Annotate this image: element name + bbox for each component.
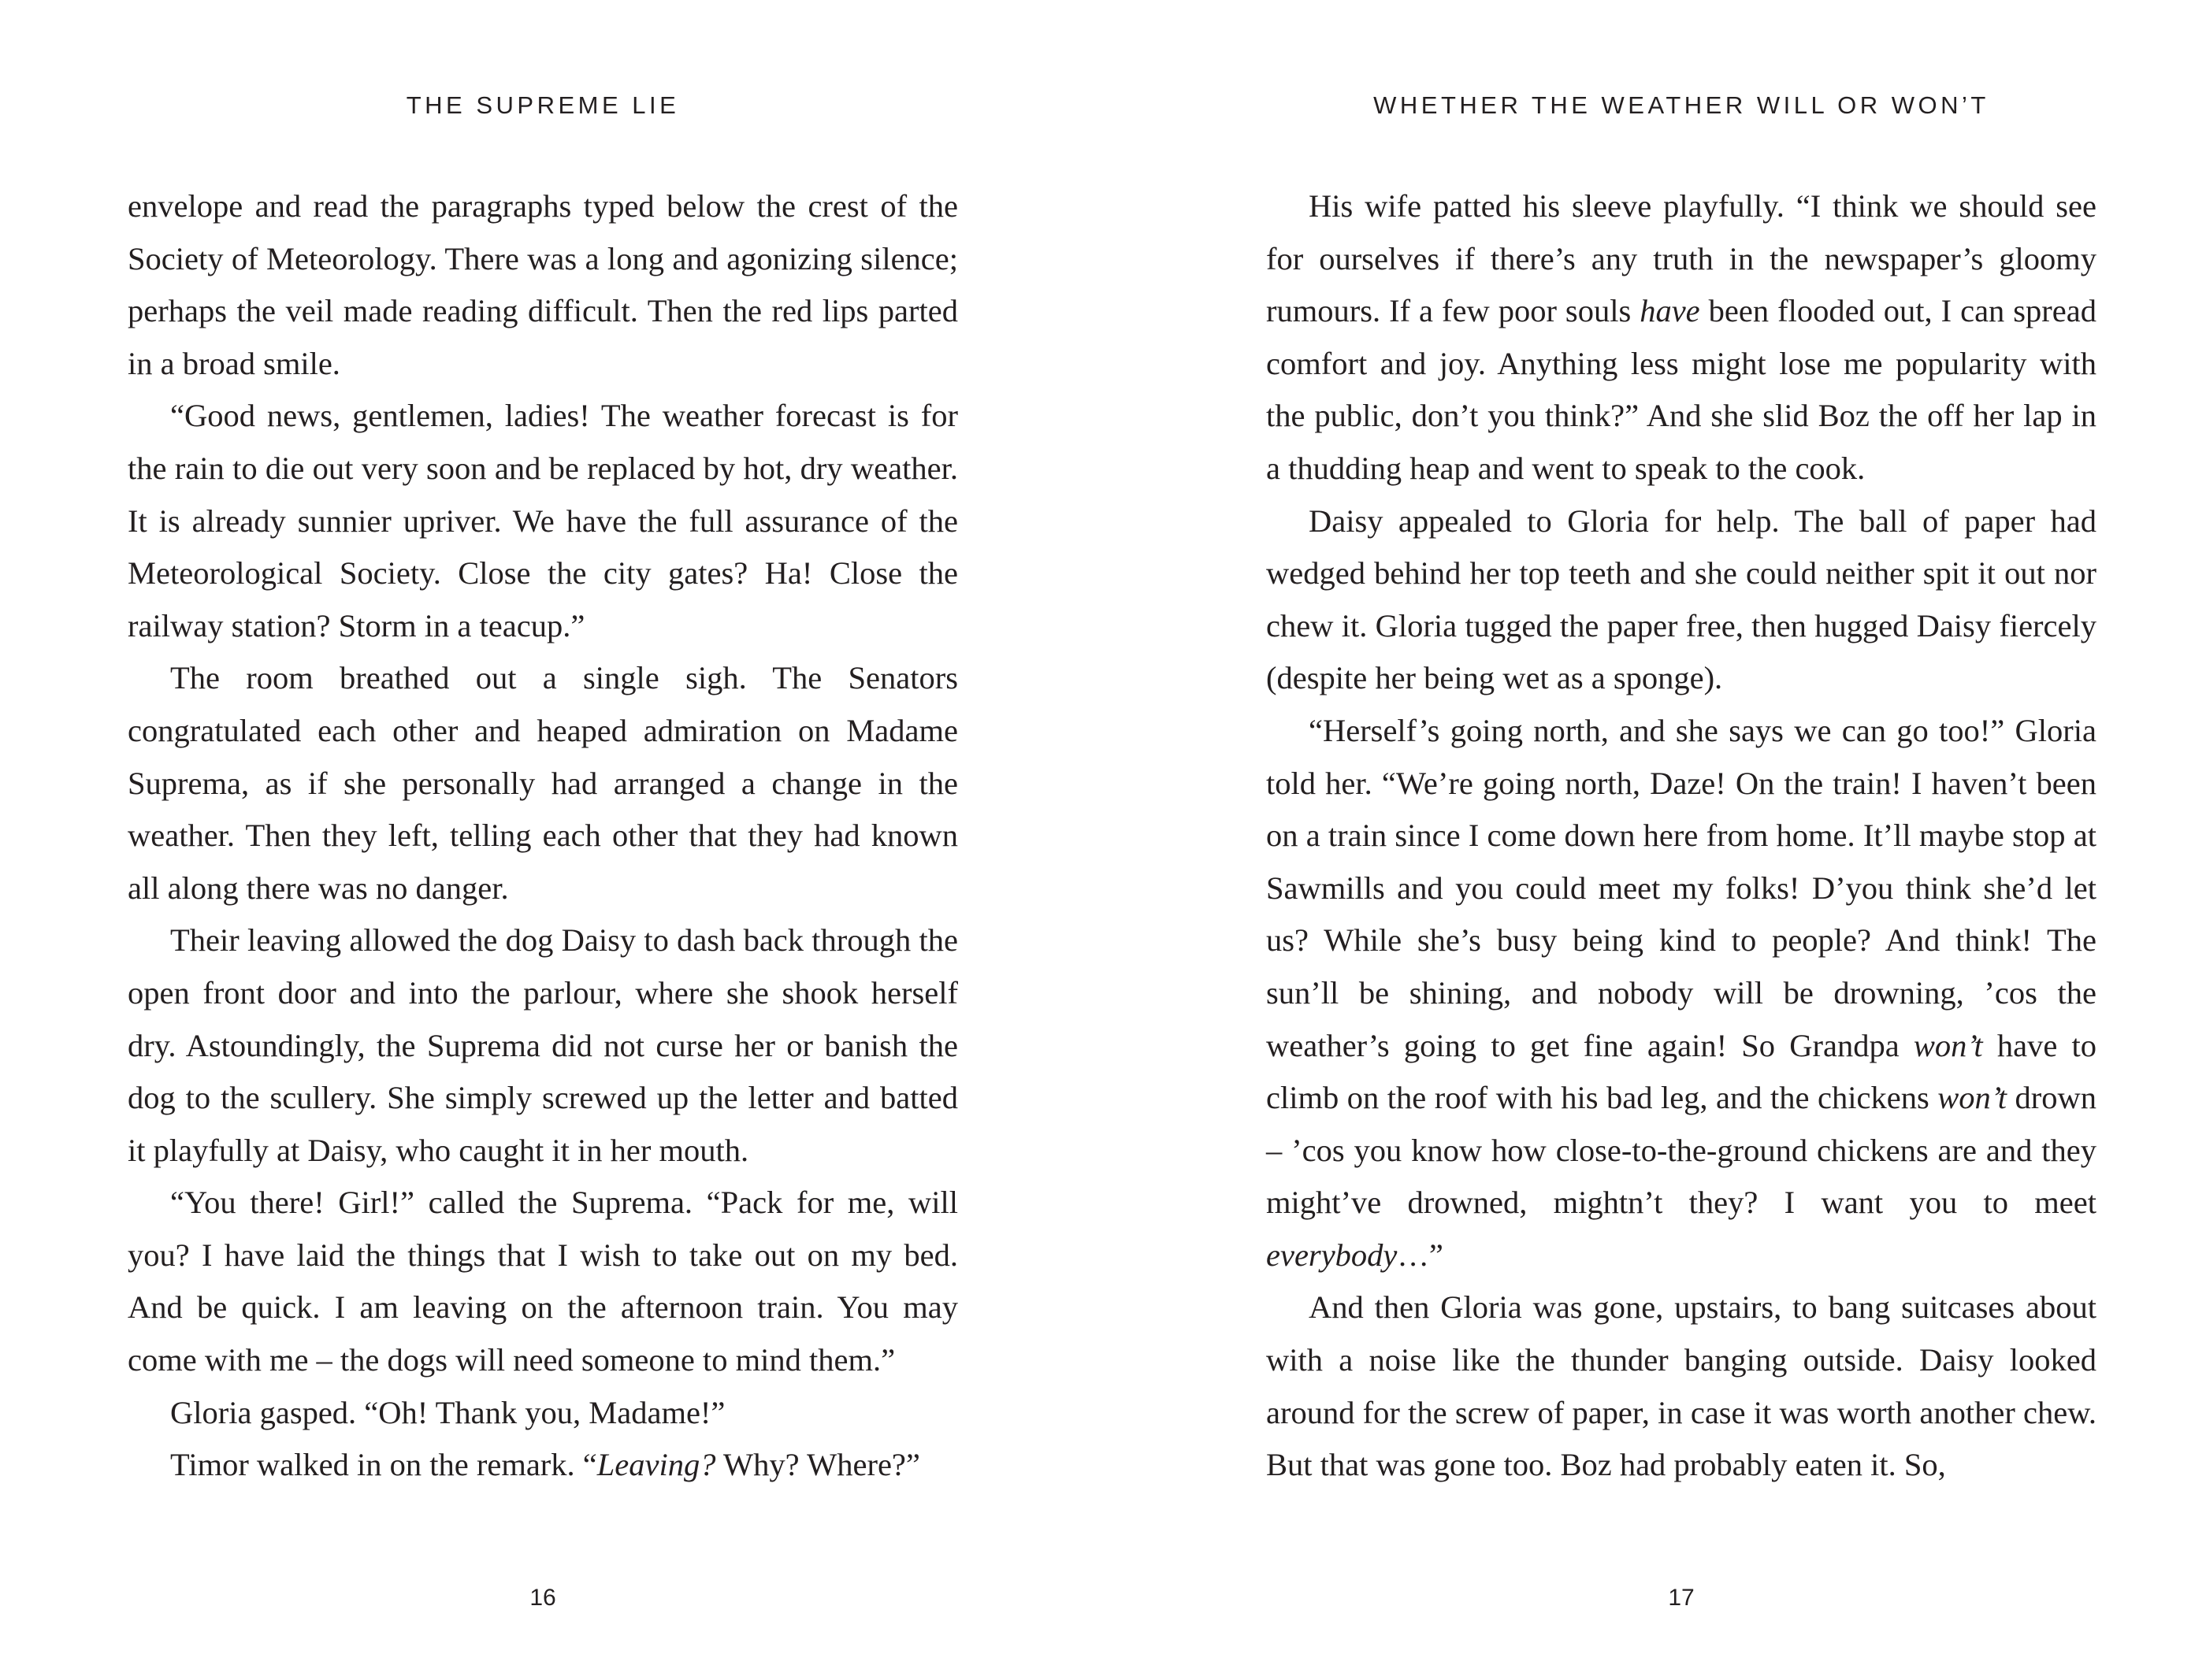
text-run: Timor walked in on the remark. “: [170, 1447, 597, 1483]
page-number-right: 17: [1668, 1585, 1695, 1611]
text-run: Why? Where?”: [715, 1447, 920, 1483]
italic-text: won’t: [1937, 1080, 2007, 1116]
paragraph: Gloria gasped. “Oh! Thank you, Madame!”: [170, 1394, 726, 1430]
right-page: [1266, 0, 2096, 1680]
running-head-right: WHETHER THE WEATHER WILL OR WON’T: [1373, 91, 1989, 119]
paragraph: Their leaving allowed the dog Daisy to dash back through the open front door and into the parlour, where she shook herself dry. Astoundingly, the Suprema did not curse her or banish the dog to the scullery. She simply screwed up the letter and batted it playfully at Daisy, who caught it in her mouth.: [128, 922, 958, 1168]
italic-text: everybody: [1266, 1237, 1398, 1273]
text-run: have to climb on the roof with his bad leg, and the chickens: [1266, 1027, 2096, 1116]
italic-text: won’t: [1913, 1027, 1983, 1063]
left-page-body: [128, 180, 958, 1492]
right-page-body: [1266, 180, 2096, 1492]
paragraph: [1266, 705, 2096, 1282]
page-number-left: 16: [529, 1585, 556, 1611]
italic-text: have: [1640, 293, 1700, 329]
running-head-left: THE SUPREME LIE: [406, 91, 680, 119]
paragraph: “Good news, gentlemen, ladies! The weather forecast is for the rain to die out very soon and be replaced by hot, dry weather. It is already sunnier upriver. We have the full assurance of the Meteorological Society. Close the city gates? Ha! Close the railway station? Storm in a teacup.”: [128, 398, 958, 643]
text-run: …”: [1397, 1237, 1443, 1273]
text-run: been flooded out, I can spread comfort and joy. Anything less might lose me popularity with the public, don’t you think?” And she slid Boz the off her lap in a thudding heap and went to speak to the cook.: [1266, 293, 2096, 486]
text-run: His wife patted his sleeve playfully. “I think we should see for ourselves if there’s any truth in the newspaper’s gloomy rumours. If a few poor souls: [1266, 188, 2096, 329]
paragraph: The room breathed out a single sigh. The Senators congratulated each other and heaped admiration on Madame Suprema, as if she personally had arranged a change in the weather. Then they left, telling each other that they had known all along there was no danger.: [128, 660, 958, 906]
paragraph: envelope and read the paragraphs typed below the crest of the Society of Meteorology. There was a long and agonizing silence; perhaps the veil made reading difficult. Then the red lips parted in a broad smile.: [128, 188, 958, 381]
paragraph: And then Gloria was gone, upstairs, to bang suitcases about with a noise like the thunder banging outside. Daisy looked around for the screw of paper, in case it was worth another chew. But that was gone too. Boz had probably eaten it. So,: [1266, 1289, 2096, 1483]
paragraph: [1266, 180, 2096, 495]
text-run: drown – ’cos you know how close-to-the-ground chickens are and they might’ve drowned, mightn’t they? I want you to meet: [1266, 1080, 2096, 1221]
left-page: [128, 0, 958, 1680]
paragraph: Daisy appealed to Gloria for help. The ball of paper had wedged behind her top teeth and she could neither spit it out nor chew it. Gloria tugged the paper free, then hugged Daisy fiercely (despite her being wet as a sponge).: [1266, 503, 2096, 696]
paragraph: “You there! Girl!” called the Suprema. “Pack for me, will you? I have laid the things that I wish to take out on my bed. And be quick. I am leaving on the afternoon train. You may come with me – the dogs will need someone to mind them.”: [128, 1185, 958, 1378]
italic-text: Leaving?: [596, 1447, 716, 1483]
text-run: “Herself’s going north, and she says we can go too!” Gloria told her. “We’re going north, Daze! On the train! I haven’t been on a train since I come down here from home. It’ll maybe stop at Sawmills and you could meet my folks! D’you think she’d let us? While she’s busy being kind to people? And think! The sun’ll be shining, and nobody will be drowning, ’cos the weather’s going to get fine again! So Grandpa: [1266, 712, 2096, 1063]
paragraph: [128, 1439, 958, 1492]
